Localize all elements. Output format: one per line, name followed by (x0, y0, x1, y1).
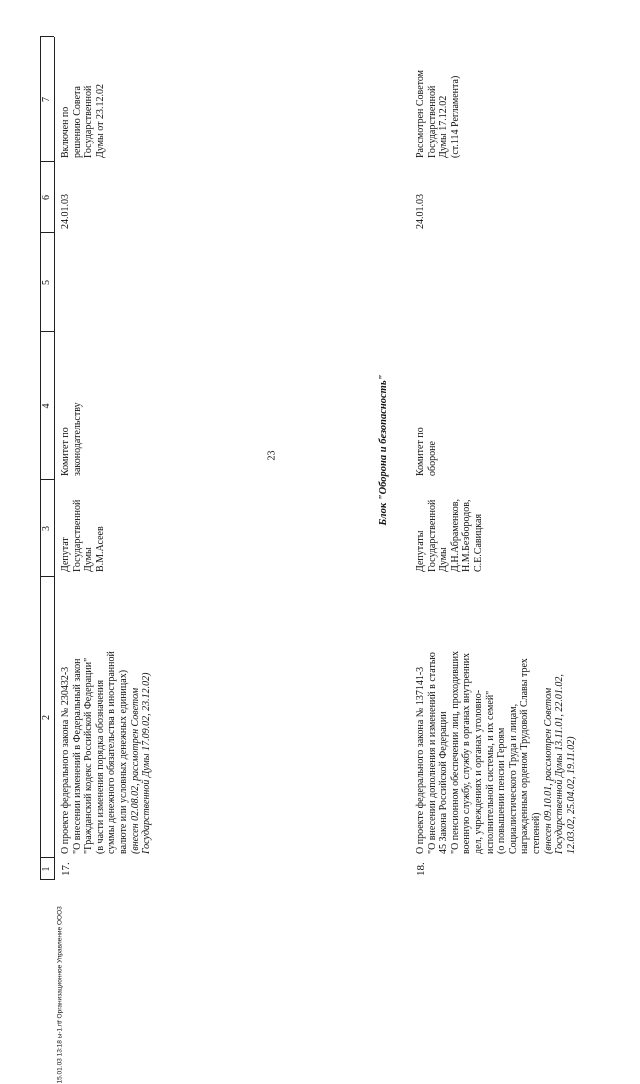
status-line: Включен по (60, 106, 71, 158)
initiator-line: Депутаты (415, 530, 426, 572)
subject-line: "О внесении дополнения и изменений в статью (426, 652, 438, 854)
subject-line: военную службу, службу в органах внутренних (461, 652, 473, 854)
committee-line: Комитет по (60, 427, 71, 476)
subject-note-line: Государственной Думы 13.11.01, 22.01.02, (554, 674, 566, 854)
subject-line: Социалистического Труда и лицам, (507, 703, 519, 854)
status-line: решению Совета (71, 86, 83, 158)
status-line: Государственной (83, 85, 95, 158)
initiator-line: Н.М.Безбородов, (461, 499, 473, 572)
subject-line: дел, учреждениях и органах уголовно- (472, 689, 484, 854)
subject-note-line: (внесен 02.08.02, рассмотрен Советом (129, 687, 141, 854)
initiator-line: Думы (438, 547, 450, 572)
page-number: 23 (266, 450, 278, 461)
committee-line: обороне (426, 441, 438, 476)
subject-line: суммы денежного обязательства в иностранной (106, 651, 118, 854)
status-line: Рассмотрен Советом (415, 69, 426, 158)
header-col-1: 1 (41, 866, 52, 872)
header-col-5: 5 (41, 280, 52, 285)
initiator-line: Государственной (71, 499, 83, 572)
header-col-2: 2 (41, 715, 52, 720)
initiator-line: Д.Н.Абраменков, (449, 499, 461, 572)
row-status (60, 84, 106, 158)
status-line: Думы 17.12.02 (438, 95, 450, 158)
row-subject (60, 578, 153, 854)
row-committee (415, 427, 438, 476)
subject-line: "О внесении изменений в Федеральный закон (71, 658, 83, 854)
footer-text: 15.01.03 13:18 ы-1.rtf Организационное Управление ООО3 (56, 906, 64, 1084)
status-line: Государственной (426, 85, 438, 158)
header-col-3: 3 (41, 526, 52, 531)
initiator-line: Депутат (60, 537, 71, 572)
section-title: Блок "Оборона и безопасность" (378, 374, 389, 526)
row-committee (60, 402, 83, 476)
initiator-line: Думы (83, 547, 95, 572)
row-subject (415, 578, 577, 854)
subject-line: "О пенсионном обеспечении лиц, проходивших (449, 650, 461, 854)
header-bottom-border (54, 37, 55, 880)
row-number: 18. (415, 862, 427, 876)
row-number: 17. (60, 862, 72, 876)
committee-line: законодательству (71, 402, 83, 476)
row-date: 24.01.03 (60, 194, 71, 229)
row-date: 24.01.03 (415, 194, 426, 229)
row-status (415, 70, 461, 158)
subject-line: исполнительной системы, и их семей" (484, 690, 496, 854)
subject-note-line: Государственной Думы 17.09.02, 23.12.02) (141, 672, 153, 854)
initiator-line: Государственной (426, 499, 438, 572)
subject-line: О проекте федерального закона № 230432-3 (60, 666, 71, 854)
header-col-6: 6 (41, 195, 52, 200)
header-col-4: 4 (41, 403, 52, 409)
document-table (40, 20, 610, 880)
subject-line: награжденным орденом Трудовой Славы трех (519, 658, 531, 854)
initiator-line: С.Е.Савицкая (472, 513, 484, 572)
status-line: (ст.114 Регламента) (449, 75, 461, 158)
status-line: Думы от 23.12.02 (94, 84, 106, 158)
initiator-line: В.М.Асеев (94, 526, 106, 572)
row-initiator (60, 500, 106, 572)
subject-line: (о повышении пенсии Героям (496, 727, 508, 854)
subject-line: 45 Закона Российской Федерации (438, 711, 450, 854)
subject-line: (в части изменения порядка обозначения (94, 679, 106, 854)
subject-line: О проекте федерального закона № 137141-3 (415, 666, 426, 854)
subject-note-line: (внесен 09.10.01, рассмотрен Советом (542, 687, 554, 854)
subject-line: степеней) (530, 812, 542, 854)
committee-line: Комитет по (415, 427, 426, 476)
subject-note-line: 12.03.02, 25.04.02, 19.11.02) (565, 736, 577, 854)
subject-line: "Гражданский кодекс Российской Федерации" (83, 657, 95, 854)
subject-line: валюте или условных денежных единицах) (117, 669, 129, 854)
row-initiator (415, 499, 485, 572)
header-col-7: 7 (41, 97, 52, 102)
